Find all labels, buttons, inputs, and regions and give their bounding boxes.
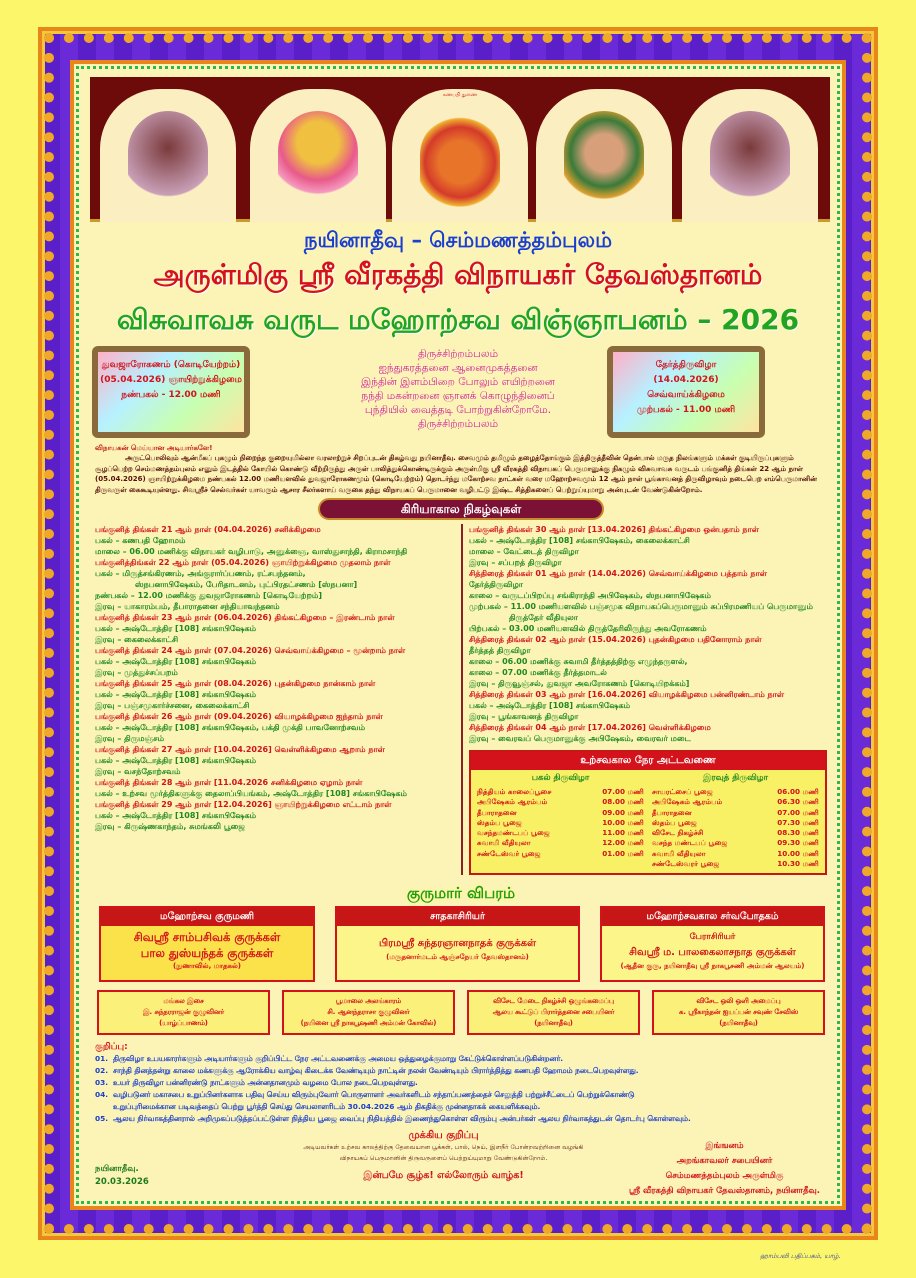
schedule-day: பங்குனித்திங்கள் 22 ஆம் நாள் (05.04.2026) ஞாயிற்றுக்கிழமை முதலாம் நாள் [95, 558, 391, 567]
schedule-event: தேர்த்திருவிழா [469, 580, 523, 589]
notes-list [95, 1053, 827, 1125]
schedule-event: இரவு – பூங்காவனத் திருவிழா [469, 712, 579, 721]
important-note-title: முக்கிய குறிப்பு [408, 1130, 479, 1142]
priest-box [99, 906, 315, 982]
footer [95, 1129, 827, 1199]
service-line: (நயினை ஸ்ரீ நாகபூஷணி அம்மன் கோவில்) [300, 1019, 437, 1028]
service-line: (யாழ்ப்பாணம்) [159, 1019, 208, 1028]
ritual-name: ஸ்தம்ப பூஜை [477, 817, 522, 827]
murugan-image [536, 89, 672, 222]
ritual-name: விசேட நிகழ்ச்சி [652, 828, 704, 838]
service-line: மங்கல இசை [163, 997, 204, 1006]
schedule-day: சித்திரைத் திங்கள் 01 ஆம் நாள் (14.04.2026) செவ்வாய்க்கிழமை பத்தாம் நாள் [469, 569, 767, 578]
poem-line: ஐந்துகரத்தனை ஆனைமுகத்தனை [378, 362, 538, 374]
schedule-right-column [469, 524, 827, 875]
schedule-event: மாலை – வேட்டைத் திருவிழா [469, 547, 579, 556]
service-line: இ. சுந்தரராஜன் குழுவினர் [142, 1008, 225, 1017]
ritual-name: தீபாராதனை [477, 807, 517, 817]
important-note-text [265, 1142, 622, 1164]
flag-hoisting-box [92, 346, 250, 438]
schedule-event: இரவு – யாகாரம்பம், தீபாராதனை சந்தியாவந்தனம் [95, 602, 280, 611]
schedule-day: பங்குனித் திங்கள் 24 ஆம் நாள் (07.04.2026) செவ்வாய்க்கிழமை – மூன்றாம் நாள் [95, 646, 406, 655]
poem-line: இந்தின் இளம்பிறை போலும் எயிற்றனை [361, 376, 555, 388]
priest-role: மஹோற்சவகால சர்வபோதகம் [602, 908, 823, 926]
note-text: உறுப்புரிமைக்கான படிவத்தைப் பெற்று பூர்த்தி செய்து செயலாளரிடம் 30.04.2026 ஆம் திகதிக்கு முன்னதாகக் கையளிக்கவும். [113, 1102, 541, 1112]
note-number: 01. [95, 1054, 109, 1064]
timetable-row [652, 797, 819, 807]
ritual-time: 01.00 மணி [602, 848, 644, 858]
schedule-event: இரவு – திருமஞ்சம் [95, 734, 165, 743]
schedule-event: காலை – 06.00 மணிக்கு சுவாமி தீர்த்தத்திற்கு எழுந்தருளல், [469, 657, 688, 666]
invocation-poem [300, 347, 616, 431]
schedule-event: பகல் – மிருத்சங்கிரணம், அங்குரார்ப்பணம், ரட்சபந்தனம், [95, 569, 306, 578]
timetable-row [652, 859, 819, 869]
schedule-event: நண்பகல் – 12.00 மணிக்கு துவஜாரோகணம் [கொடியேற்றம்] [95, 591, 323, 600]
schedule-day: சித்திரைத் திங்கள் 03 ஆம் நாள் [16.04.2026] வியாழக்கிழமை பன்னிரண்டாம் நாள் [469, 690, 785, 699]
timetable-row [652, 838, 819, 848]
service-line: விசேட ஒலி ஒளி அமைப்பு [696, 997, 781, 1006]
schedule-event: திருத்தேர் வீதியுலா [509, 613, 578, 622]
intro-paragraph: அருட்பொலிவும் ஆன்மீகப் புகழும் நிறைந்த குறையுமில்லா வரலாற்றுச் சிறப்புடன் திகழ்வது நயினாதீவு. சைவமும் தமிழும் தழைத்தோங்கும் இத்திருத்தீவின் தென்பால் மருத நிலங்களும் மக்கள் குடியிருப்புகளும் சூழப்பெற்ற செம்மணத்தம்புலம் எனும் இடத்தில் கோயில் கொண்டு வீற்றிருந்து அருள் பாலித்துக்கொண்டிருக்கும் அருள்மிகு ஸ்ரீ வீரகத்தி விநாயகப் பெருமானுக்கு நிகழும் விசுவாவசு வருடம் பங்குனித் திங்கள் 22 ஆம் நாள் (05.04.2026) ஞாயிற்றுக்கிழமை நண்பகல் 12.00 மணியளவில் துவஜாரோகணமும் (கொடியேற்றம்) தொடர்ந்து மகோற்சவ நாட்கள் வரை மஹோற்சவமும் 12 ஆம் நாள் பூங்காவனத் திருவிழாவும் நடைபெற எம்பெருமானின் திருவருள் கைகூடியுள்ளது. சிவஸ்ரீச் செல்வர்கள் யாவரும் ஆசார சீலர்களாய் வருகை தந்து விநாயகப் பெருமானை வழிபட்டு இஷ்ட சித்திகளைப் பெற்றுய்யுமாறு அன்புடன் வேண்டுகின்றோம். [95, 454, 817, 494]
schedule-event: முற்பகல் – 11.00 மணியளவில் பஞ்சமுக விநாயகப்பெருமானும் சுப்பிரமணியப் பெருமானும் [469, 602, 813, 611]
schedule-right [469, 524, 827, 744]
priest-role: சாதகாசிரியர் [337, 908, 578, 926]
temple-title: அருள்மிகு ஸ்ரீ வீரகத்தி விநாயகர் தேவஸ்தானம் [153, 258, 763, 291]
schedule-event: இரவு – சப்பறத் திருவிழா [469, 558, 562, 567]
schedule-event: இரவு – வசந்தோற்சவம் [95, 767, 181, 776]
priest-boxes [95, 906, 827, 982]
important-line: அடியவர்கள் உற்சவ காலத்திற்கு தேவையான பூக்கள், பால், நெய், இளநீர் போன்றவற்றினை வழங்கி [303, 1144, 584, 1152]
event-title: விசுவாவசு வருட மஹோற்சவ விஞ்ஞாபனம் – 2026 [116, 303, 800, 336]
note-text: திருவிழா உபயகாரர்களும் அடியார்களும் குறிப்பிட்ட நேர அட்டவணைக்கு அமைய ஒத்துழைக்குமாறு கேட்டுக்கொள்ளப்படுகின்றனர். [113, 1054, 564, 1064]
date: 20.03.2026 [95, 1177, 149, 1188]
signature-block [622, 1139, 827, 1199]
schedule-event: பகல் – அஷ்டோத்திர [108] சங்காபிஷேகம் [95, 690, 257, 699]
note-text: சாந்தி தினத்தன்று காலை மக்களுக்கு ஆரோக்கிய வாழ்வு கிடைக்க வேண்டியும் நாட்டின் நலன் வேண்டியும் பிரார்த்தித்து கணபதி ஹோமம் நடைபெறவுள்ளது. [113, 1066, 639, 1076]
schedule-event: பகல் – அஷ்டோத்திர [108] சங்காபிஷேகம் [95, 624, 257, 633]
schedule-event: இரவு – வைரவப் பெருமானுக்கு அபிஷேகம், வைரவர் மடை [469, 734, 691, 743]
ritual-time: 10.00 மணி [777, 848, 819, 858]
note-text: ஆலய நிர்வாகத்தினரால் அறிமுகப்படுத்தப்பட்டுள்ள நித்திய பூஜை வைப்பு நிதியத்தில் இணைந்துகொள்ள விரும்பு அன்பர்கள் ஆலய நிர்வாகத்துடன் தொடர்பு கொள்ளவும். [113, 1114, 691, 1124]
ritual-time: 10.00 மணி [602, 817, 644, 827]
lakshmi-image [250, 89, 386, 222]
priest-note: (மருதனார்மடம் ஆஞ்சநேயர் தேவஸ்தானம்) [386, 953, 529, 962]
timetable-row [652, 828, 819, 838]
image-caption: கணபதி துணை [442, 92, 478, 98]
priest-name: பால துஸ்யந்தக் குருக்கள் [140, 946, 274, 961]
priest-body [602, 926, 823, 972]
timetable-row [477, 787, 644, 797]
note-text: உயர் திருவிழா பன்னிரண்டு நாட்களும் அன்னதானமும் வழமை போல நடைபெறவுள்ளது. [113, 1078, 418, 1088]
timetable-row [652, 787, 819, 797]
service-boxes [95, 990, 827, 1035]
main-content [95, 443, 827, 1199]
schedule-event: காலை – 07.00 மணிக்கு தீர்த்தமாடல் [469, 668, 607, 677]
timetable-heading: இரவுத் திருவிழா [702, 773, 769, 783]
festival-time: முற்பகல் - 11.00 மணி [636, 405, 736, 415]
priest-role: மஹோற்சவ குருமணி [101, 908, 313, 926]
timetable-row [652, 849, 819, 859]
ritual-name: தீபாராதனை [652, 807, 692, 817]
festival-date: (14.04.2026) செவ்வாய்க்கிழமை [647, 375, 725, 400]
ritual-name: ஸ்தம்ப பூஜை [652, 817, 697, 827]
timetable-heading: பகல் திருவிழா [531, 773, 590, 783]
intro-salutation: விநாயகன் மெய்யான அடியார்களே! [95, 444, 213, 452]
service-box [652, 990, 825, 1035]
schedule-day: பங்குனித் திங்கள் 25 ஆம் நாள் (08.04.2026) புதன்கிழமை நான்காம் நாள் [95, 679, 376, 688]
notes-title: குறிப்பு: [95, 1042, 128, 1053]
timetable-columns [471, 770, 825, 869]
schedule [95, 524, 827, 875]
priest-name: பேராசிரியர் [689, 932, 736, 943]
ritual-time: 06.00 மணி [777, 787, 819, 796]
service-line: க. ஸ்ரீகாந்தன் ஐயப்பன் சவுண் சேவிஸ் [678, 1008, 799, 1017]
timetable-row [652, 818, 819, 828]
schedule-day: பங்குனித் திங்கள் 29 ஆம் நாள் [12.04.2026] ஞாயிற்றுக்கிழமை எட்டாம் நாள் [95, 800, 392, 809]
priest-name: பிரமஸ்ரீ சுந்தரஞானநாதக் குருக்கள் [378, 938, 537, 950]
note-item [95, 1089, 827, 1101]
ritual-name: சுவாமி வீதியுலா [652, 848, 706, 858]
schedule-event: பகல் – அஷ்டோத்திர [108] சங்காபிஷேகம் [95, 811, 257, 820]
schedule-event: இரவு – முத்துச்சப்பறம் [95, 668, 178, 677]
schedule-event: பகல் – அஷ்டோத்திர [108] சங்காபிஷேகம் [469, 701, 631, 710]
ritual-section-title: கிரியாகால நிகழ்வுகள் [318, 498, 604, 520]
timetable-row [477, 838, 644, 848]
note-item [95, 1053, 827, 1065]
ritual-name: அபிஷேகம் ஆரம்பம் [477, 797, 548, 807]
schedule-day: சித்திரைத் திங்கள் 02 ஆம் நாள் (15.04.2026) புதன்கிழமை பதினோராம் நாள் [469, 635, 762, 644]
schedule-event: மாலை – 06.00 மணிக்கு விநாயகர் வழிபாடு, அனுக்ஞை, வாஸ்துசாந்தி, கிராமசாந்தி [95, 547, 408, 556]
ganesha-image [392, 89, 528, 222]
priest-note: (நுணாவில், மாதகல்) [172, 962, 242, 971]
note-number [95, 1101, 113, 1113]
festival-timetable [469, 750, 827, 875]
ritual-name: அபிஷேகம் ஆரம்பம் [652, 797, 723, 807]
schedule-left [95, 524, 457, 875]
priest-note: (ஆதீன குரு, நயினாதீவு ஸ்ரீ நாகபூசணி அம்மன் ஆலயம்) [620, 962, 805, 971]
timetable-row [477, 849, 644, 859]
schedule-day: பங்குனித் திங்கள் 30 ஆம் நாள் [13.04.2026] திங்கட்கிழமை ஒன்பதாம் நாள் [469, 525, 759, 534]
priest-name: சிவஸ்ரீ சாம்பசிவக் குருக்கள் [133, 930, 281, 945]
ritual-time: 07.00 மணி [777, 807, 819, 817]
location-title: நயினாதீவு – செம்மணத்தம்புலம் [304, 228, 612, 252]
schedule-event: இரவு – திருவூஞ்சல், துவஜா அவரோகணம் [கொடியிறக்கம்] [469, 679, 690, 688]
service-box [282, 990, 455, 1035]
garuda-image [100, 89, 236, 222]
signature-line: செம்மணத்தம்புலம் அருள்மிகு [665, 1171, 784, 1182]
ritual-name: வசந்தமண்டபப் பூஜை [477, 828, 550, 838]
place: நயினாதீவு. [95, 1164, 139, 1175]
festival-time: நண்பகல் - 12.00 மணி [121, 390, 221, 400]
ritual-time: 09.00 மணி [602, 807, 644, 817]
service-line: பூமாலை அலங்காரம் [335, 997, 402, 1006]
timetable-row [477, 828, 644, 838]
ritual-time: 07.00 மணி [602, 787, 644, 796]
schedule-day: பங்குனித் திங்கள் 21 ஆம் நாள் (04.04.2026) சனிக்கிழமை [95, 525, 321, 534]
signature-line: இங்ஙனம் [705, 1141, 744, 1152]
timetable-title: உற்சவகால நேர அட்டவணை [471, 752, 825, 770]
ritual-name: நித்தியம் காலைப்பூசை [477, 787, 552, 796]
ritual-name: வசந்த மண்டபப் பூஜை [652, 838, 728, 848]
ritual-name: சுவாமி வீதியுலா [477, 838, 531, 848]
festival-date: (05.04.2026) ஞாயிற்றுக்கிழமை [100, 375, 242, 385]
ritual-name: சாயரட்சைப் பூஜை [652, 787, 713, 796]
ritual-time: 11.00 மணி [602, 828, 644, 838]
ritual-time: 12.00 மணி [602, 838, 644, 848]
priest-box [600, 906, 825, 982]
schedule-event: இரவு – பஞ்சமுகார்ச்சனை, கைலைக்காட்சி [95, 701, 250, 710]
schedule-event: பகல் – அஷ்டோத்திர [108] சங்காபிஷேகம் [95, 756, 257, 765]
chariot-festival-box [607, 346, 765, 438]
schedule-event: தீர்த்தத் திருவிழா [469, 646, 531, 655]
priest-body [101, 926, 313, 972]
ritual-time: 10.30 மணி [777, 859, 819, 869]
priest-name: சிவஸ்ரீ ம. பாலகைலாசநாத குருக்கள் [629, 947, 796, 959]
service-box [97, 990, 270, 1035]
service-line: விசேட மேடை நிகழ்ச்சி ஒழுங்கமைப்பு [493, 997, 614, 1006]
schedule-day: சித்திரைத் திங்கள் 04 ஆம் நாள் [17.04.2026] வெள்ளிக்கிழமை [469, 723, 711, 732]
ritual-name: சண்டேஸ்வரர் பூஜை [652, 859, 720, 869]
important-line: விநாயகப் பெருமானின் திருவருளைப் பெற்றுய்யுமாறு வேண்டுகின்றோம். [339, 1155, 548, 1163]
note-item [95, 1113, 827, 1125]
schedule-event: பகல் – அஷ்டோத்திர [108] சங்காபிஷேகம் [95, 657, 257, 666]
ritual-time: 06.30 மணி [777, 797, 819, 807]
ritual-time: 09.30 மணி [777, 838, 819, 848]
schedule-day: பங்குனித் திங்கள் 23 ஆம் நாள் (06.04.2026) திங்கட்கிழமை – இரண்டாம் நாள் [95, 613, 395, 622]
note-item [95, 1077, 827, 1089]
timetable-row [477, 818, 644, 828]
service-line: ஆலய கூட்டுப் பிரார்த்தனை சபையினர் [492, 1008, 615, 1017]
deity-banner [90, 77, 830, 222]
note-text: வழிபடுனர் மகாசபை உறுப்பினர்களாக பதிவு செய்ய விரும்புவோர் பொருளாளர் அவர்களிடம் சந்தாப்பணத்தைச் செலுத்தி பற்றுச்சீட்டைப் பெற்றுக்கொண்டு [113, 1090, 635, 1100]
poem-line: நந்தி மகன்றனை ஞானக் கொழுந்தினைப் [361, 390, 555, 402]
service-line: சி. ஆனந்தராசா குழுவினர் [327, 1008, 410, 1017]
poem-line: புந்தியில் வைத்தடி போற்றுகின்றோமே. [364, 404, 552, 416]
schedule-event: ஸ்நபனாபிஷேகம், பேரிதாடனம், புட்பிரதட்சணம் [ஸ்நபனா] [135, 580, 358, 589]
schedule-event: காலை – வருடப்பிறப்பு சங்கிராந்தி அபிஷேகம், ஸ்நபனாபிஷேகம் [469, 591, 711, 600]
service-line: (நயினாதீவு) [534, 1019, 573, 1028]
signature-line: அறங்காவலர் சபையினர் [676, 1156, 773, 1167]
festival-name: துவஜாரோகணம் (கொடியேற்றம்) [101, 360, 241, 370]
schedule-event: பகல் – உற்சவ மூர்த்திகளுக்கு தைலாப்பியங்கம், அஷ்டோத்திர [108] சங்காபிஷேகம் [95, 789, 407, 798]
place-date [95, 1163, 265, 1189]
ritual-time: 08.00 மணி [602, 797, 644, 807]
note-number: 05. [95, 1114, 109, 1124]
timetable-row [477, 797, 644, 807]
note-item [95, 1101, 827, 1113]
note-number: 04. [95, 1090, 109, 1100]
priest-box [335, 906, 580, 982]
schedule-event: இரவு – கிருஷ்ணகாந்தம், சுமங்கலி பூஜை [95, 822, 245, 831]
schedule-event: பிற்பகல் – 03.00 மணியளவில் திருத்தேரிலிருந்து அவரோகணம் [469, 624, 707, 633]
priest-body [337, 926, 578, 963]
night-timetable [652, 773, 819, 869]
printer-credit: ஹாம்பவி பதிப்பகம், யாழ். [760, 1252, 841, 1260]
festival-name: தேர்த்திருவிழா [655, 360, 717, 370]
schedule-event: இரவு – கைலைக்காட்சி [95, 635, 179, 644]
ritual-time: 07.30 மணி [777, 817, 819, 827]
important-note [265, 1129, 622, 1182]
timetable-row [652, 808, 819, 818]
schedule-day: பங்குனித் திங்கள் 28 ஆம் நாள் [11.04.2026 சனிக்கிழமை ஏழாம் நாள் [95, 778, 363, 787]
signature-line: ஸ்ரீ வீரகத்தி விநாயகர் தேவஸ்தானம், நயினாதீவு. [629, 1186, 820, 1197]
schedule-event: பகல் – கணபதி ஹோமம் [95, 536, 186, 545]
service-box [467, 990, 640, 1035]
service-line: (நயினாதீவு) [719, 1019, 758, 1028]
blessing: இன்பமே சூழ்க! எல்லோரும் வாழ்க! [363, 1170, 524, 1182]
note-number: 02. [95, 1066, 109, 1076]
schedule-event: பகல் – அஷ்டோத்திர [108] சங்காபிஷேகம், கைலைக்காட்சி [469, 536, 690, 545]
note-number: 03. [95, 1078, 109, 1088]
schedule-event: பகல் – அஷ்டோத்திர [108] சங்காபிஷேகம், பக்தி முக்தி பாவனோற்சவம் [95, 723, 365, 732]
schedule-day: பங்குனித் திங்கள் 26 ஆம் நாள் (09.04.2026) வியாழக்கிழமை ஐந்தாம் நாள் [95, 712, 383, 721]
garuda-image-right [682, 89, 818, 222]
poem-line: திருச்சிற்றம்பலம் [417, 418, 499, 430]
poem-line: திருச்சிற்றம்பலம் [417, 348, 499, 360]
note-item [95, 1065, 827, 1077]
timetable-row [477, 808, 644, 818]
ritual-time: 08.30 மணி [777, 828, 819, 838]
ritual-name: சண்டேஸ்வர் பூஜை [477, 848, 541, 858]
schedule-day: பங்குனித் திங்கள் 27 ஆம் நாள் [10.04.2026] வெள்ளிக்கிழமை ஆறாம் நாள் [95, 745, 385, 754]
column-divider [461, 524, 463, 875]
day-timetable [477, 773, 644, 869]
priests-title: குருமார் விபரம் [406, 884, 516, 903]
